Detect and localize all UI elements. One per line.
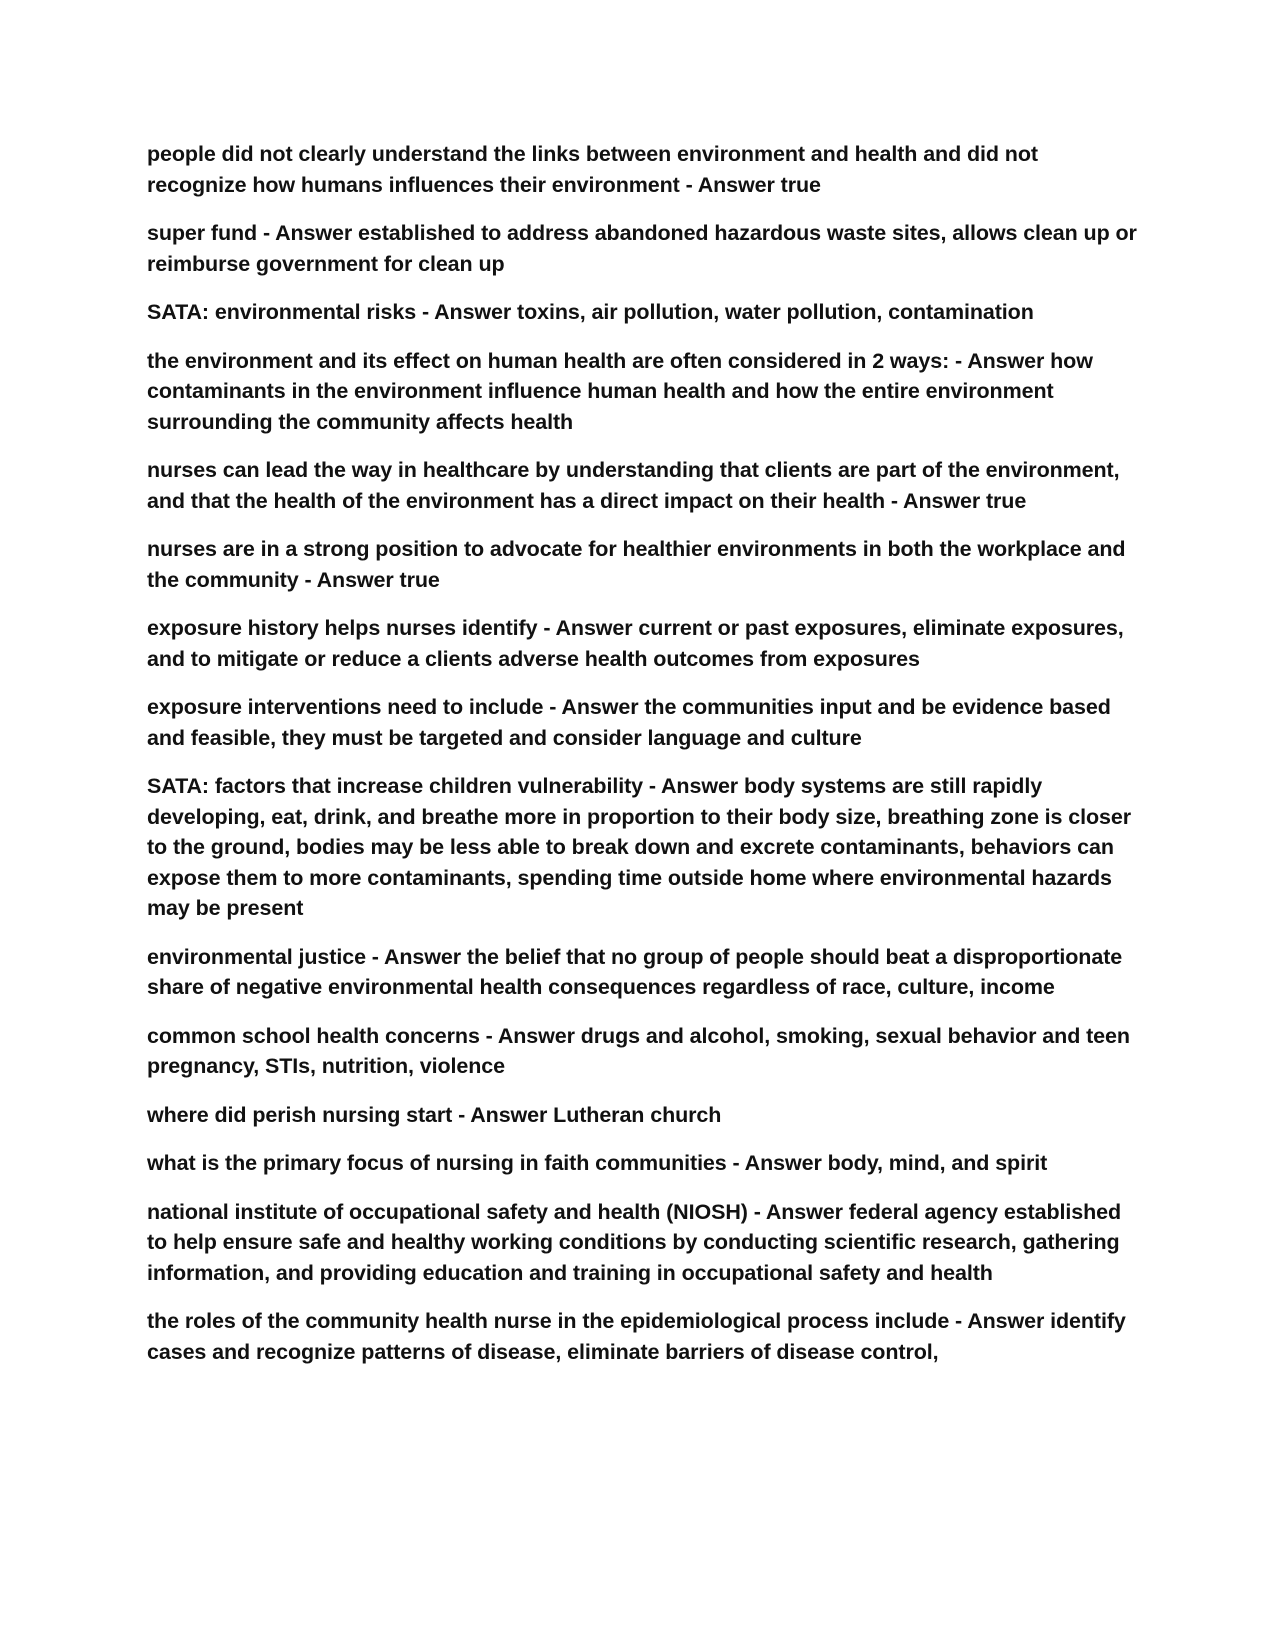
qa-entry: nurses can lead the way in healthcare by understanding that clients are part of the environment, and that the health of the environment has a direct impact on their health - Answer true [147, 458, 1120, 513]
qa-entry: people did not clearly understand the links between environment and health and did not recognize how humans influences their environment - Answer true [147, 142, 1038, 197]
qa-entry: SATA: environmental risks - Answer toxins, air pollution, water pollution, contamination [147, 300, 1034, 324]
qa-entry: the roles of the community health nurse in the epidemiological process include - Answer identify cases and recognize patterns of disease, eliminate barriers of disease control, [147, 1309, 1126, 1364]
qa-entry: exposure history helps nurses identify - Answer current or past exposures, eliminate exposures, and to mitigate or reduce a clients adverse health outcomes from exposures [147, 616, 1124, 671]
qa-entry: SATA: factors that increase children vulnerability - Answer body systems are still rapidly developing, eat, drink, and breathe more in proportion to their body size, breathing zone is closer to the ground, bodies may be less able to break down and excrete contaminants, behaviors can expose them to more contaminants, spending time outside home where environmental hazards may be present [147, 774, 1132, 920]
qa-entry: national institute of occupational safety and health (NIOSH) - Answer federal agency established to help ensure safe and healthy working conditions by conducting scientific research, gathering information, and providing education and training in occupational safety and health [147, 1199, 1122, 1285]
qa-entry: environmental justice - Answer the belief that no group of people should beat a disproportionate share of negative environmental health consequences regardless of race, culture, income [147, 944, 1123, 999]
qa-entry: what is the primary focus of nursing in faith communities - Answer body, mind, and spirit [147, 1151, 1048, 1175]
qa-entry: nurses are in a strong position to advocate for healthier environments in both the workplace and the community - Answer true [147, 537, 1126, 592]
qa-entry: where did perish nursing start - Answer Lutheran church [147, 1102, 722, 1127]
qa-entry: common school health concerns - Answer drugs and alcohol, smoking, sexual behavior and teen pregnancy, STIs, nutrition, violence [147, 1023, 1130, 1078]
qa-entry: super fund - Answer established to address abandoned hazardous waste sites, allows clean up or reimburse government for clean up [147, 221, 1137, 276]
qa-entry: the environment and its effect on human health are often considered in 2 ways: - Answer how contaminants in the environment influence human health and how the entire environment surrounding the community affects health [147, 348, 1093, 434]
qa-entry: exposure interventions need to include - Answer the communities input and be evidence based and feasible, they must be targeted and consider language and culture [147, 695, 1111, 750]
qa-list [147, 139, 1137, 1385]
